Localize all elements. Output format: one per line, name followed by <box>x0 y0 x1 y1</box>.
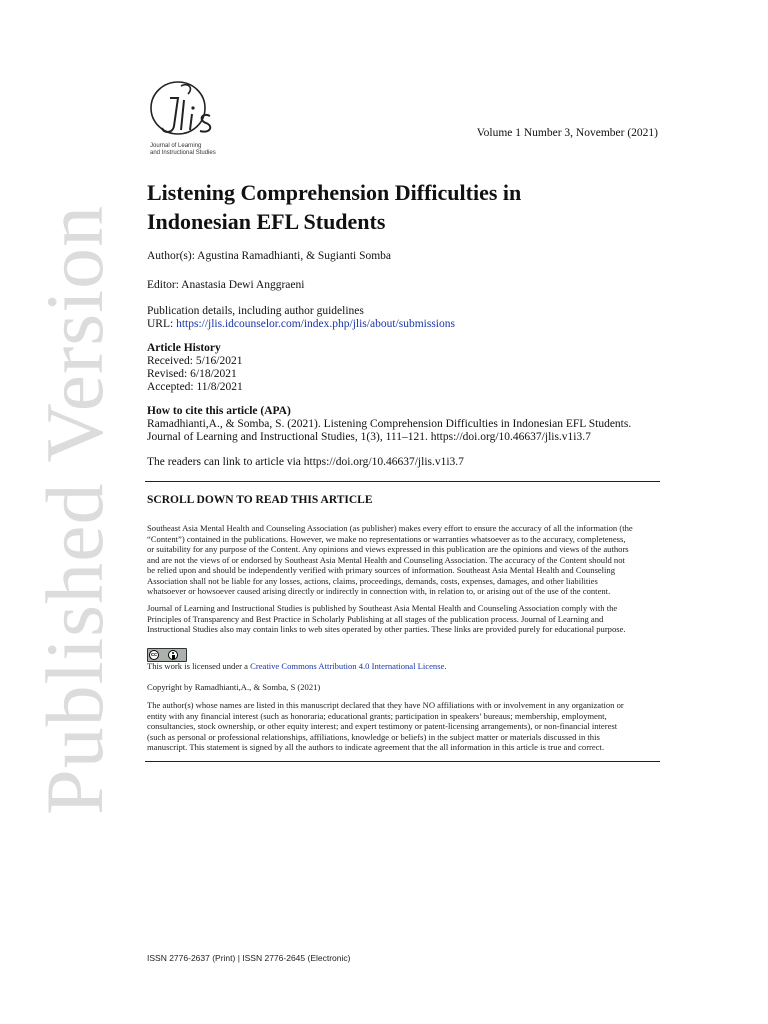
url-label: URL: <box>147 318 177 330</box>
editor: Editor: Anastasia Dewi Anggraeni <box>147 279 305 291</box>
article-history <box>147 342 662 394</box>
cc-by-badge[interactable] <box>147 648 187 662</box>
authors: Author(s): Agustina Ramadhianti, & Sugianti Somba <box>147 250 392 262</box>
disclaimer-line: “Content”) contained in the publications. However, we make no representations or warranties whatsoever as to the accuracy, completeness, <box>147 533 626 544</box>
title-line-1: Listening Comprehension Difficulties in <box>147 180 522 205</box>
article-history-heading: Article History <box>147 342 221 354</box>
declaration-line: (such as personal or professional relationships, affiliations, knowledge or beliefs) in the subject matter or materials discussed in this <box>147 731 600 742</box>
doi-link-text: The readers can link to article via https://doi.org/10.46637/jlis.v1i3.7 <box>147 456 464 468</box>
publication-details-text: Publication details, including author guidelines <box>147 305 364 317</box>
license-prefix: This work is licensed under a <box>147 661 251 671</box>
attribution-icon <box>168 650 178 660</box>
divider-top <box>145 481 660 482</box>
disclaimer-line: Principles of Transparency and Best Practice in Scholarly Publishing at all stages of the publication process. Journal of Learning and <box>147 613 604 624</box>
submissions-url-link[interactable]: https://jlis.idcounselor.com/index.php/jlis/about/submissions <box>176 318 455 330</box>
declaration-line: The author(s) whose names are listed in this manuscript declared that they have NO affiliations with or involvement in any organization or <box>147 700 624 710</box>
citation-section <box>147 405 662 444</box>
journal-name <box>150 143 216 157</box>
disclaimer-paragraph-1 <box>147 523 662 597</box>
published-version-watermark: Published Version <box>29 204 120 816</box>
journal-name-line1: Journal of Learning <box>150 143 202 149</box>
declaration-line: manuscript. This statement is signed by all the authors to indicate agreement that the all information in this article is true and correct. <box>147 742 605 752</box>
copyright: Copyright by Ramadhianti,A., & Somba, S (2021) <box>147 682 321 692</box>
submissions-url-line <box>147 318 662 331</box>
citation-line-2: Journal of Learning and Instructional Studies, 1(3), 111–121. https://doi.org/10.46637/jlis.v1i3.7 <box>147 431 591 443</box>
license-suffix: . <box>444 661 447 671</box>
title-line-2: Indonesian EFL Students <box>147 209 386 234</box>
disclaimer-line: Southeast Asia Mental Health and Counseling Association (as publisher) makes every effort to ensure the accuracy of all the information (the <box>147 523 633 533</box>
license-link[interactable]: Creative Commons Attribution 4.0 International License <box>250 661 445 671</box>
cc-icon: cc <box>150 652 158 658</box>
disclaimer-line: and are not the views of or endorsed by Southeast Asia Mental Health and Counseling Association. The accuracy of the Content should not <box>147 554 625 565</box>
disclaimer-line: Instructional Studies also may contain links to web sites operated by other parties. These links are provided purely for educational purpose. <box>147 624 626 634</box>
declaration-line: entity with any financial interest (such as honoraria; educational grants; participation in speakers’ bureaus; membership, employment, <box>147 710 607 721</box>
article-title <box>147 178 667 236</box>
declaration-line: consultancies, stock ownership, or other equity interest; and expert testimony or patent-licensing arrangements), or non-financial interest <box>147 721 618 731</box>
citation-line-1: Ramadhianti,A., & Somba, S. (2021). Listening Comprehension Difficulties in Indonesian EFL Students. <box>147 418 632 430</box>
disclaimer-line: be relied upon and should be independently verified with primary sources of information. Southeast Asia Mental Health and Counseling <box>147 565 616 575</box>
citation-heading: How to cite this article (APA) <box>147 405 291 417</box>
jlis-logo-mark <box>148 78 238 148</box>
disclaimer-line: Association shall not be liable for any losses, actions, claims, proceedings, demands, costs, expenses, damages, and other liabilities <box>147 575 598 586</box>
revised-date: Revised: 6/18/2021 <box>147 368 237 380</box>
disclaimer-line: Journal of Learning and Instructional Studies is published by Southeast Asia Mental Health and Counseling Association comply with the <box>147 603 618 613</box>
accepted-date: Accepted: 11/8/2021 <box>147 381 243 393</box>
license-statement <box>147 661 662 672</box>
disclaimer-line: whatsoever or howsoever caused arising directly or indirectly in connection with, in relation to, or arising out of the use of the content. <box>147 586 611 596</box>
conflict-declaration <box>147 700 662 753</box>
disclaimer-paragraph-2 <box>147 603 662 635</box>
journal-name-line2: and Instructional Studies <box>150 150 216 156</box>
scroll-notice: SCROLL DOWN TO READ THIS ARTICLE <box>147 494 373 506</box>
disclaimer-line: or suitability for any purpose of the Content. Any opinions and views expressed in this publication are the opinions and views of the authors <box>147 544 629 554</box>
volume-info: Volume 1 Number 3, November (2021) <box>476 127 658 139</box>
divider-bottom <box>145 761 660 762</box>
publication-details <box>147 305 662 331</box>
received-date: Received: 5/16/2021 <box>147 355 243 367</box>
issn-footer: ISSN 2776-2637 (Print) | ISSN 2776-2645 (Electronic) <box>147 953 351 963</box>
